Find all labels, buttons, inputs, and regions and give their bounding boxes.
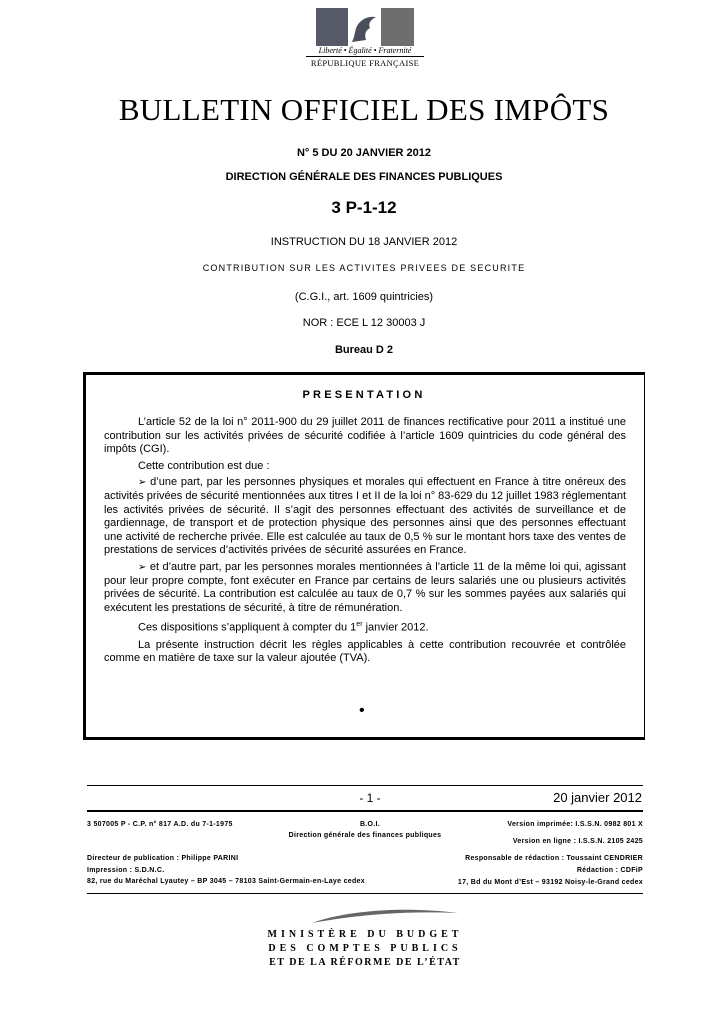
issue-number: N° 5 DU 20 JANVIER 2012	[296, 147, 431, 159]
dgfip-label: Direction générale des finances publiques	[288, 832, 442, 839]
bullet-text-second: et d’autre part, par les personnes morales mentionnées à l’article 11 de la même loi qui, agissant pour leur propre compte, font exécuter en France par certains de leurs salariés une ou plusieurs activités privées de sécurité. La contribution est calculée au taux de 0,7 % sur les sommes payées aux salariés qui exécutent les prestations de sécurité, à titre de rémunération.	[104, 560, 626, 614]
footer-date: 20 janvier 2012	[553, 790, 642, 805]
effective-date-text: Ces dispositions s’appliquent à compter du 1	[138, 621, 357, 634]
end-bullet: •	[359, 702, 365, 719]
presentation-body	[104, 416, 626, 669]
arrow-bullet-icon: ➢	[138, 477, 147, 489]
paragraph-due: Cette contribution est due :	[138, 459, 270, 472]
cgi-reference: (C.G.I., art. 1609 quintricies)	[294, 291, 434, 303]
marianne-logo	[316, 8, 414, 46]
marianne-profile-icon	[348, 8, 381, 46]
bureau-label: Bureau D 2	[334, 344, 394, 356]
footer-rule-bottom	[87, 893, 643, 894]
paragraph-effective-date	[104, 618, 626, 635]
redaction-label: Rédaction : CDFiP	[576, 867, 643, 874]
flag-white-band	[348, 8, 381, 46]
footer-rule-top	[87, 785, 643, 786]
ministry-line-2: DES COMPTES PUBLICS	[268, 943, 462, 954]
cp-number: 3 507005 P - C.P. n° 817 A.D. du 7-1-1975	[87, 821, 233, 828]
direction-name: DIRECTION GÉNÉRALE DES FINANCES PUBLIQUES	[225, 171, 503, 183]
ministry-swoosh-icon	[310, 905, 460, 925]
printing-label: Impression : S.D.N.C.	[87, 867, 165, 874]
bulletin-title: BULLETIN OFFICIEL DES IMPÔTS	[118, 92, 610, 127]
footer-rule-thick	[87, 810, 643, 812]
ministry-line-1: MINISTÈRE DU BUDGET	[267, 929, 463, 940]
republic-motto: Liberté • Égalité • Fraternité	[318, 46, 412, 55]
boi-label: B.O.I.	[359, 821, 381, 828]
document-reference: 3 P-1-12	[331, 198, 397, 217]
presentation-title: PRESENTATION	[302, 389, 426, 401]
paragraph-scope: La présente instruction décrit les règles applicables à cette contribution recouvrée et contrôlée comme en matière de taxe sur la valeur ajoutée (TVA).	[104, 638, 626, 665]
ministry-name	[240, 928, 490, 970]
effective-date-end: janvier 2012.	[362, 621, 429, 634]
bullet-text-first: d’une part, par les personnes physiques et morales qui effectuent en France à titre onéreux des activités privées de sécurité mentionnées aux titres I et II de la loi n° 83-629 du 12 juillet 1983 réglementant les activités privées de sécurité. Il s’agit des personnes effectuant des activités de surveillance et de gardiennage, de transport et de protection physique des personnes ainsi que des personnes effectuant une activité de recherche privée. Elle est calculée au taux de 0,5 % sur le montant hors taxe des ventes de prestations de services d’activités privées de sécurité assurées en France.	[104, 476, 626, 557]
effective-date-sup: er	[356, 621, 363, 629]
page-number: - 1 -	[359, 791, 381, 805]
republic-name: RÉPUBLIQUE FRANÇAISE	[306, 56, 424, 68]
version-online: Version en ligne : I.S.S.N. 2105 2425	[512, 838, 643, 845]
instruction-topic: CONTRIBUTION SUR LES ACTIVITES PRIVEES DE SECURITE	[202, 263, 526, 273]
address-left: 82, rue du Maréchal Lyautey – BP 3045 – 78103 Saint-Germain-en-Laye cedex	[87, 878, 365, 885]
version-print: Version imprimée: I.S.S.N. 0982 801 X	[507, 821, 643, 828]
nor-reference: NOR : ECE L 12 30003 J	[302, 317, 426, 329]
flag-blue-band	[316, 8, 348, 46]
paragraph-intro: L’article 52 de la loi n° 2011-900 du 29 juillet 2011 de finances rectificative pour 2011 a institué une contribution sur les activités privées de sécurité codifiée à l’article 1609 quintricies du code général des impôts (CGI).	[104, 416, 626, 456]
instruction-date: INSTRUCTION DU 18 JANVIER 2012	[270, 236, 458, 248]
editorial-manager: Responsable de rédaction : Toussaint CENDRIER	[465, 855, 643, 862]
flag-red-band	[381, 8, 414, 46]
bullet-item-first	[104, 476, 626, 558]
arrow-bullet-icon: ➢	[138, 561, 147, 573]
address-right: 17, Bd du Mont d’Est – 93192 Noisy-le-Grand cedex	[457, 879, 643, 886]
publication-director: Directeur de publication : Philippe PARINI	[87, 855, 239, 862]
ministry-line-3: ET DE LA RÉFORME DE L’ÉTAT	[269, 957, 461, 968]
bullet-item-second	[104, 561, 626, 615]
